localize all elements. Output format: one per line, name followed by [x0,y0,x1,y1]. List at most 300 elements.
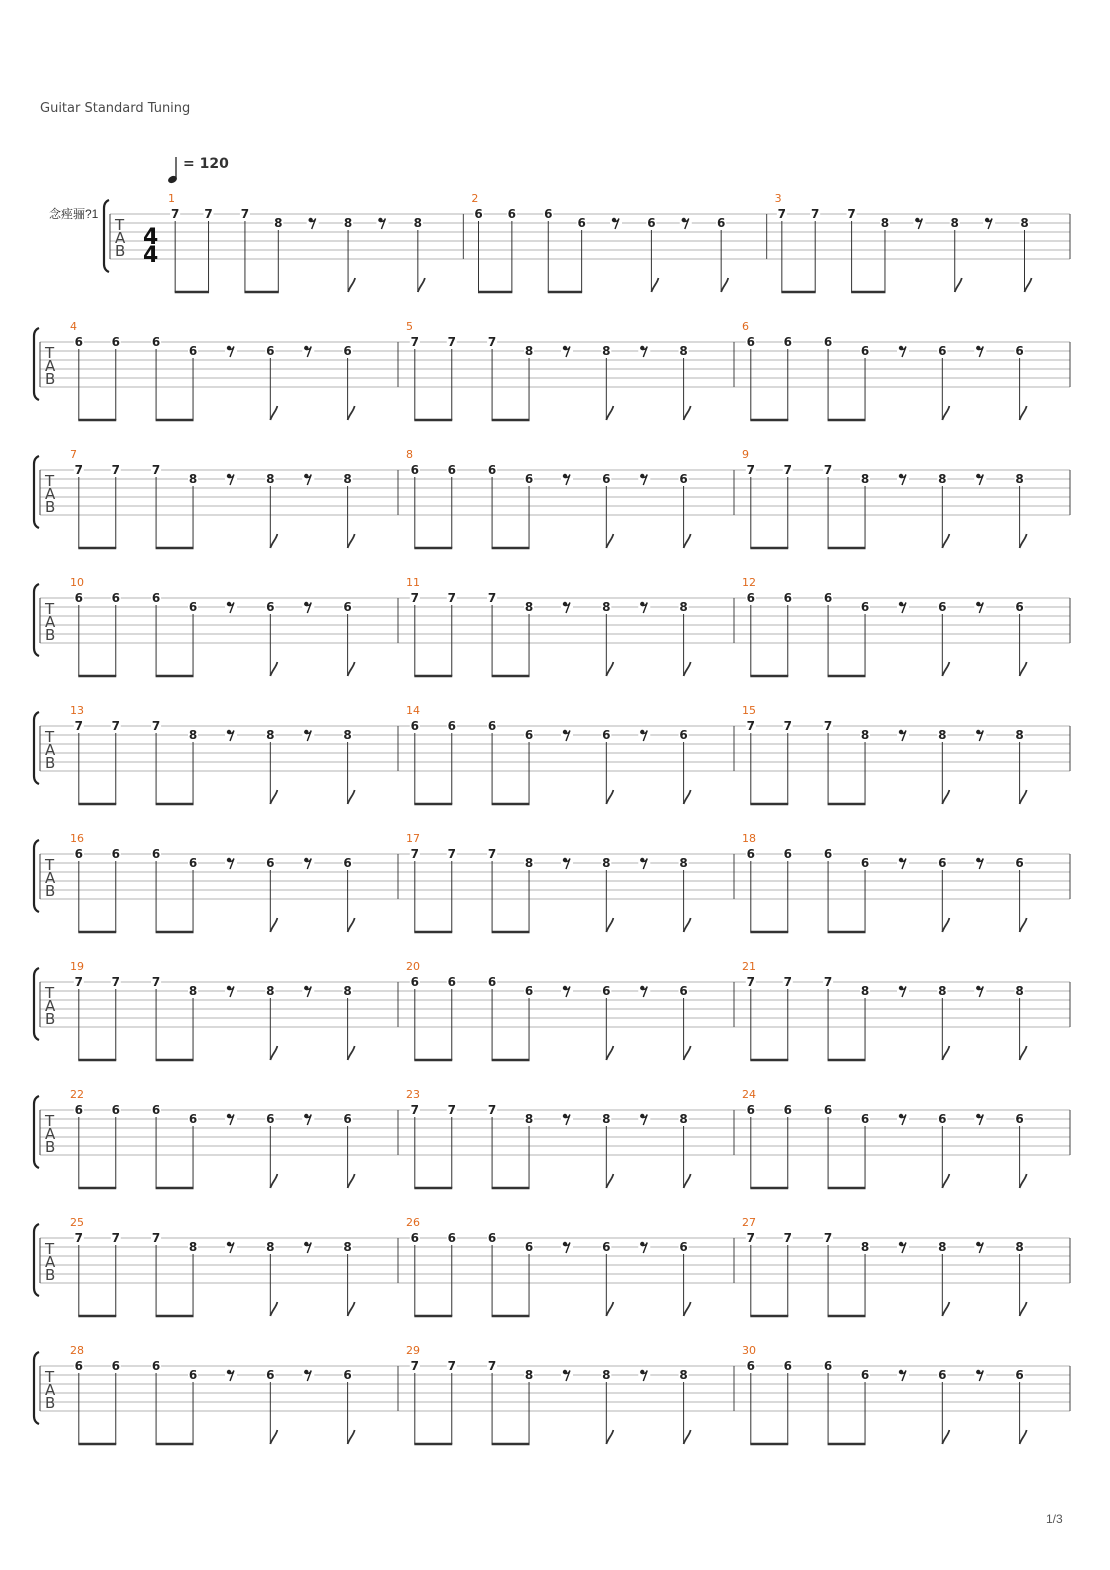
fret-number: 6 [938,1368,947,1382]
measure-number: 16 [70,832,84,845]
system-bracket [34,712,39,784]
fret-number: 6 [823,591,833,605]
tab-system [34,1344,1070,1444]
note-flag [270,406,277,420]
fret-number: 6 [188,1368,198,1382]
fret-number: 7 [151,719,161,733]
tab-system [34,1216,1070,1316]
fret-number: 7 [74,463,83,477]
note-flag [942,662,949,676]
measure [742,576,1070,676]
measure [406,960,734,1060]
fret-number: 6 [1015,600,1024,614]
fret-number: 8 [602,1112,611,1126]
note-flag [684,662,691,676]
fret-number: 6 [74,847,83,861]
system-bracket [34,456,39,528]
measure-number: 19 [70,960,84,973]
fret-number: 6 [74,1103,83,1117]
measure [742,960,1070,1060]
system-bracket [34,1224,39,1296]
fret-number: 7 [447,1359,456,1373]
fret-number: 8 [266,472,275,486]
measure-number: 30 [742,1344,756,1357]
fret-number: 8 [343,472,352,486]
fret-number: 6 [746,335,755,349]
note-flag [684,918,691,932]
fret-number: 8 [880,216,890,230]
fret-number: 8 [524,1368,534,1382]
measure [406,576,734,676]
note-flag [1020,1430,1027,1444]
fret-number: 6 [524,728,534,742]
measure [406,1216,734,1316]
fret-number: 6 [823,335,833,349]
fret-number: 8 [679,856,688,870]
note-flag [270,534,277,548]
tab-system [34,576,1070,676]
fret-number: 6 [679,728,688,742]
measure-number: 18 [742,832,756,845]
measure-number: 9 [742,448,749,461]
fret-number: 7 [204,207,213,221]
fret-number: 6 [74,1359,83,1373]
measure-number: 8 [406,448,413,461]
measure [168,192,463,292]
fret-number: 8 [938,1240,947,1254]
fret-number: 6 [474,207,483,221]
fret-number: 7 [170,207,180,221]
measure-number: 28 [70,1344,84,1357]
note-flag [270,1302,277,1316]
fret-number: 7 [746,1231,755,1245]
measure [742,320,1070,420]
fret-number: 6 [410,1231,419,1245]
tab-clef-letter: A [45,485,56,503]
fret-number: 8 [1015,472,1024,486]
tab-system [34,960,1070,1060]
note-flag [1020,406,1027,420]
fret-number: 8 [524,856,534,870]
fret-number: 8 [343,1240,352,1254]
note-flag [606,662,613,676]
measure [70,960,398,1060]
fret-number: 8 [188,728,198,742]
fret-number: 8 [938,472,947,486]
fret-number: 6 [343,344,352,358]
fret-number: 6 [860,344,870,358]
time-signature-denominator: 4 [143,243,159,268]
measure [742,1216,1070,1316]
fret-number: 8 [524,600,534,614]
note-flag [270,662,277,676]
tab-clef-letter: B [45,1010,56,1028]
fret-number: 7 [240,207,250,221]
note-flag [348,278,355,292]
tab-clef-letter: T [45,1368,55,1386]
measure-number: 15 [742,704,756,717]
tab-clef-letter: A [45,357,56,375]
measure-number: 5 [406,320,413,333]
tab-clef-letter: A [115,229,126,247]
fret-number: 7 [746,463,755,477]
fret-number: 7 [447,591,456,605]
note-flag [270,1046,277,1060]
note-flag [606,1302,613,1316]
fret-number: 6 [151,591,161,605]
tab-clef-letter: B [45,370,56,388]
measure [406,704,734,804]
fret-number: 7 [746,719,755,733]
fret-number: 7 [823,463,833,477]
fret-number: 8 [343,216,353,230]
fret-number: 6 [111,1359,120,1373]
note-flag [1020,1302,1027,1316]
note-flag [1020,662,1027,676]
measure-number: 23 [406,1088,420,1101]
measure [70,832,398,932]
fret-number: 7 [487,335,497,349]
note-flag [606,1046,613,1060]
note-flag [270,1430,277,1444]
measure [406,448,734,548]
measure [70,704,398,804]
note-flag [1020,1046,1027,1060]
tab-clef-letter: T [45,856,55,874]
fret-number: 8 [1015,1240,1024,1254]
fret-number: 8 [266,984,275,998]
fret-number: 7 [487,591,497,605]
fret-number: 7 [783,463,792,477]
fret-number: 6 [679,472,688,486]
fret-number: 8 [860,472,870,486]
tab-system [34,704,1070,804]
fret-number: 7 [783,975,792,989]
tab-clef-letter: A [45,869,56,887]
fret-number: 6 [188,856,198,870]
fret-number: 8 [1020,216,1029,230]
fret-number: 8 [938,728,947,742]
fret-number: 6 [524,1240,534,1254]
fret-number: 8 [266,1240,275,1254]
tab-clef-letter: T [45,344,55,362]
note-flag [684,1046,691,1060]
note-flag [348,1046,355,1060]
fret-number: 6 [266,1112,275,1126]
fret-number: 6 [266,856,275,870]
measure [406,1344,734,1444]
tab-clef-letter: B [45,1138,56,1156]
tab-system [34,1088,1070,1188]
note-flag [942,1302,949,1316]
note-flag [1020,1174,1027,1188]
tab-clef-letter: A [45,741,56,759]
tab-clef-letter: A [45,1125,56,1143]
system-bracket [34,1096,39,1168]
measure [742,704,1070,804]
measure-number: 12 [742,576,756,589]
note-flag [684,790,691,804]
fret-number: 6 [679,1240,688,1254]
track-name: 念痤骊?1 [49,207,99,221]
fret-number: 6 [74,591,83,605]
note-flag [942,406,949,420]
tab-system [34,320,1070,420]
fret-number: 6 [524,984,534,998]
fret-number: 6 [410,719,419,733]
fret-number: 7 [823,1231,833,1245]
fret-number: 6 [447,975,456,989]
fret-number: 8 [679,1368,688,1382]
note-flag [1025,278,1032,292]
measure [742,448,1070,548]
note-flag [684,406,691,420]
fret-number: 6 [823,1103,833,1117]
fret-number: 7 [847,207,856,221]
fret-number: 6 [266,1368,275,1382]
tab-clef-letter: B [45,498,56,516]
fret-number: 6 [783,335,792,349]
fret-number: 8 [274,216,283,230]
time-signature-numerator: 4 [143,225,159,250]
note-flag [606,1430,613,1444]
fret-number: 6 [111,847,120,861]
fret-number: 7 [151,975,161,989]
note-flag [418,278,425,292]
fret-number: 7 [111,463,120,477]
note-flag [348,1302,355,1316]
measure [70,576,398,676]
fret-number: 6 [447,463,456,477]
tab-clef-letter: T [45,1240,55,1258]
fret-number: 7 [410,335,419,349]
note-flag [942,534,949,548]
fret-number: 6 [487,975,497,989]
fret-number: 7 [410,591,419,605]
tab-clef-letter: B [45,882,56,900]
fret-number: 8 [679,600,688,614]
fret-number: 6 [524,472,534,486]
fret-number: 6 [746,847,755,861]
fret-number: 7 [151,1231,161,1245]
note-flag [651,278,658,292]
note-flag [270,1174,277,1188]
note-flag [942,1430,949,1444]
fret-number: 7 [783,1231,792,1245]
fret-number: 7 [151,463,161,477]
measure-number: 13 [70,704,84,717]
note-flag [942,1046,949,1060]
fret-number: 8 [188,984,198,998]
fret-number: 6 [860,856,870,870]
note-flag [721,278,728,292]
system-bracket [34,968,39,1040]
fret-number: 6 [487,1231,497,1245]
measure [775,192,1070,292]
fret-number: 6 [577,216,586,230]
measure [742,1088,1070,1188]
measure-number: 7 [70,448,77,461]
fret-number: 8 [602,1368,611,1382]
measure-number: 17 [406,832,420,845]
tab-clef-letter: T [115,216,125,234]
fret-number: 6 [447,1231,456,1245]
measure [70,1344,398,1444]
tab-system [34,448,1070,548]
system-bracket [34,840,39,912]
note-flag [955,278,962,292]
note-flag [270,790,277,804]
fret-number: 8 [1015,984,1024,998]
fret-number: 6 [188,600,198,614]
measure-number: 29 [406,1344,420,1357]
fret-number: 8 [679,1112,688,1126]
measure-number: 6 [742,320,749,333]
note-flag [684,1302,691,1316]
measure-number: 26 [406,1216,420,1229]
system-bracket [34,1352,39,1424]
fret-number: 6 [602,472,611,486]
system-bracket [34,584,39,656]
fret-number: 7 [74,719,83,733]
fret-number: 7 [811,207,820,221]
measure [70,448,398,548]
fret-number: 6 [1015,1368,1024,1382]
fret-number: 6 [783,591,792,605]
fret-number: 6 [151,1359,161,1373]
tab-clef-letter: T [45,600,55,618]
fret-number: 7 [823,719,833,733]
note-flag [348,790,355,804]
fret-number: 8 [602,600,611,614]
fret-number: 6 [410,975,419,989]
fret-number: 6 [938,344,947,358]
fret-number: 6 [938,600,947,614]
fret-number: 8 [602,344,611,358]
fret-number: 8 [188,472,198,486]
fret-number: 8 [860,1240,870,1254]
fret-number: 6 [602,728,611,742]
fret-number: 6 [860,600,870,614]
measure-number: 22 [70,1088,84,1101]
note-flag [348,662,355,676]
measure [742,832,1070,932]
measure-number: 2 [471,192,479,205]
fret-number: 6 [188,1112,198,1126]
tab-clef-letter: A [45,1253,56,1271]
measure-number: 21 [742,960,756,973]
tempo-value: = 120 [183,156,229,172]
fret-number: 6 [823,847,833,861]
tab-clef-letter: B [115,242,126,260]
note-flag [348,1430,355,1444]
fret-number: 6 [151,847,161,861]
note-flag [348,1174,355,1188]
fret-number: 6 [716,216,726,230]
fret-number: 6 [151,1103,161,1117]
fret-number: 6 [151,335,161,349]
fret-number: 8 [602,856,611,870]
tab-clef-letter: T [45,1112,55,1130]
tab-clef-letter: T [45,472,55,490]
measure [70,320,398,420]
fret-number: 6 [602,1240,611,1254]
fret-number: 6 [74,335,83,349]
note-flag [348,534,355,548]
measure-number: 25 [70,1216,84,1229]
fret-number: 6 [447,719,456,733]
fret-number: 7 [487,1359,497,1373]
note-flag [606,1174,613,1188]
system-bracket [34,328,39,400]
fret-number: 6 [188,344,198,358]
note-flag [348,406,355,420]
note-flag [1020,534,1027,548]
fret-number: 6 [343,1368,352,1382]
tab-clef-letter: T [45,984,55,1002]
note-flag [1020,918,1027,932]
fret-number: 6 [1015,344,1024,358]
note-flag [684,1174,691,1188]
measure-number: 14 [406,704,420,717]
fret-number: 7 [777,207,787,221]
note-flag [606,790,613,804]
fret-number: 8 [524,1112,534,1126]
fret-number: 6 [602,984,611,998]
tab-clef-letter: B [45,1266,56,1284]
fret-number: 8 [266,728,275,742]
tab-clef-letter: B [45,626,56,644]
fret-number: 6 [746,591,755,605]
fret-number: 8 [524,344,534,358]
fret-number: 6 [111,1103,120,1117]
fret-number: 7 [487,1103,497,1117]
measure-number: 11 [406,576,420,589]
fret-number: 7 [74,1231,83,1245]
fret-number: 6 [746,1359,755,1373]
fret-number: 8 [860,984,870,998]
fret-number: 6 [487,463,497,477]
fret-number: 6 [783,1359,792,1373]
note-flag [606,534,613,548]
fret-number: 6 [507,207,517,221]
measure [742,1344,1070,1444]
measure-number: 1 [168,192,175,205]
tab-clef-letter: A [45,1381,56,1399]
note-flag [348,918,355,932]
tab-clef-letter: A [45,997,56,1015]
fret-number: 7 [74,975,83,989]
fret-number: 6 [1015,856,1024,870]
fret-number: 6 [938,1112,947,1126]
measure [471,192,766,292]
fret-number: 6 [343,600,352,614]
measure [406,1088,734,1188]
tab-system [104,192,1070,292]
measure-number: 4 [70,320,77,333]
measure [70,1216,398,1316]
fret-number: 6 [746,1103,755,1117]
fret-number: 8 [679,344,688,358]
measure [406,832,734,932]
fret-number: 8 [343,728,352,742]
fret-number: 6 [111,335,120,349]
fret-number: 8 [860,728,870,742]
fret-number: 6 [544,207,553,221]
tab-clef-letter: B [45,754,56,772]
note-flag [684,1430,691,1444]
measure-number: 20 [406,960,420,973]
